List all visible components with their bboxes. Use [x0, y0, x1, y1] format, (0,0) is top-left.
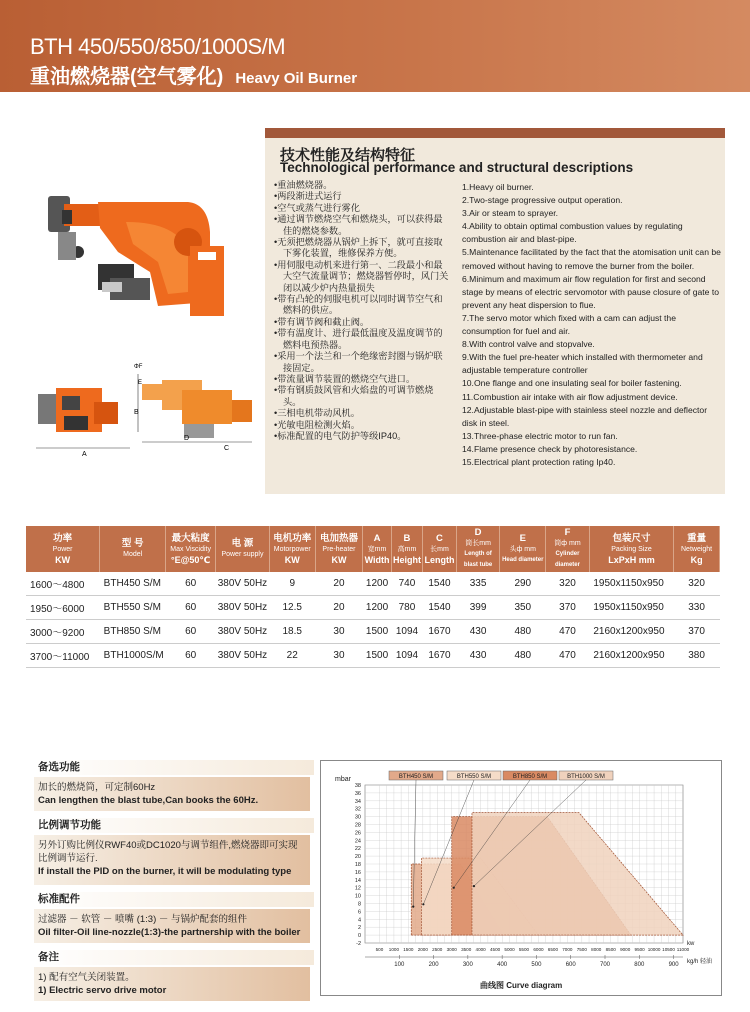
table-row: [26, 572, 720, 596]
header-cn: 重量: [687, 532, 707, 544]
y-tick-label: 30: [354, 814, 361, 821]
spec-cn-item: •用伺服电动机来进行第一、二段最小和最大空气流量调节；燃烧器暂停时，风门关闭以减少炉内热量损失: [274, 259, 449, 293]
x-kgh-tick-label: 100: [394, 962, 405, 968]
spec-en-item: 15.Electrical plant protection rating Ip40.: [462, 456, 616, 467]
spec-table: [26, 526, 720, 668]
table-cell: 1094: [391, 644, 423, 668]
y-tick-label: 20: [354, 854, 361, 861]
spec-panel-bar: [265, 128, 725, 138]
spec-title-cn: 技术性能及结构特征: [280, 147, 416, 164]
table-cell: 60: [166, 620, 216, 644]
x-kw-tick-label: 5000: [504, 947, 515, 952]
header-cn: 电加热器: [319, 532, 358, 544]
table-cell: 480: [500, 644, 546, 668]
table-cell: 470: [546, 620, 590, 644]
header-unit: KW: [284, 554, 300, 565]
table-cell: 1670: [423, 620, 457, 644]
x-kgh-tick-label: 400: [497, 962, 508, 968]
table-row: [26, 644, 720, 668]
header-unit: Cylinder diameter: [554, 551, 580, 568]
legend-leader-dot: [473, 885, 475, 887]
subtitle-en: Heavy Oil Burner: [235, 70, 358, 87]
table-body: [26, 572, 720, 668]
table-header-cell: [423, 526, 457, 572]
x-kw-tick-label: 5500: [518, 947, 530, 952]
x-kw-tick-label: 9500: [634, 947, 645, 952]
x-kw-tick-label: 500: [375, 947, 384, 952]
y-tick-label: 16: [354, 869, 361, 876]
table-header-cell: [269, 526, 315, 572]
chart-caption: 曲线图 Curve diagram: [480, 981, 563, 990]
y-tick-label: 10: [354, 893, 361, 900]
spec-en-item: 14.Flame presence check by photoresistance.: [462, 443, 638, 454]
table-cell: 430: [456, 644, 500, 668]
dim-label-b: B: [134, 409, 139, 416]
x-kw-tick-label: 8500: [605, 947, 616, 952]
spec-cn-item: •通过调节燃烧空气和燃烧头，可以获得最佳的燃烧参数。: [274, 214, 443, 236]
table-cell: 1500: [363, 620, 391, 644]
y-tick-label: 24: [354, 838, 361, 845]
table-cell: 1600～4800: [26, 572, 100, 596]
x-kw-tick-label: 2000: [417, 947, 428, 952]
x-kw-tick-label: 4000: [475, 947, 486, 952]
legend-leader-dot: [453, 887, 455, 889]
header-banner: [0, 0, 750, 92]
table-header-cell: [674, 526, 720, 572]
spec-en-item: 7.The servo motor which fixed with a cam can adjust the consumption for fuel and air.: [462, 312, 676, 337]
section-notes-cn: 1) 配有空气关闭装置。: [38, 972, 135, 983]
section-title-modulating: 比例调节功能: [34, 818, 314, 833]
table-cell: 380V 50Hz: [216, 596, 270, 620]
header-unit: Length of blast tube: [463, 551, 493, 568]
table-cell: 320: [546, 572, 590, 596]
spec-en-item: 3.Air or steam to sprayer.: [462, 208, 558, 219]
burner-photo: [38, 182, 238, 332]
header-en: Motorpower: [273, 545, 311, 553]
spec-cn-item: •标准配置的电气防护等级IP40。: [274, 430, 407, 441]
x-kw-tick-label: 10500: [662, 947, 675, 952]
table-cell: 335: [456, 572, 500, 596]
table-header-cell: [166, 526, 216, 572]
x-kw-tick-label: 10000: [647, 947, 661, 952]
y-tick-label: -2: [356, 941, 361, 947]
spec-en-item: 1.Heavy oil burner.: [462, 182, 534, 192]
header-unit: Height: [392, 554, 421, 565]
table-cell: 3000～9200: [26, 620, 100, 644]
table-cell: 350: [500, 596, 546, 620]
x-kw-tick-label: 7500: [576, 947, 587, 952]
table-cell: 480: [500, 620, 546, 644]
header-en: 长mm: [430, 545, 449, 553]
x-kgh-tick-label: 300: [462, 962, 473, 968]
title-en: BTH 450/550/850/1000S/M: [30, 34, 286, 59]
header-en: Power: [52, 545, 73, 553]
header-unit: Kg: [690, 554, 703, 565]
section-accessories-en: Oil filter-Oil line-nozzle(1:3)-the partnership with the boiler: [38, 927, 301, 938]
y-tick-label: 18: [354, 862, 361, 868]
legend-leader-dot: [422, 903, 424, 905]
spec-cn-item: •两段渐进式运行: [274, 191, 342, 202]
header-cn: 型 号: [121, 538, 144, 549]
legend-label: BTH850 S/M: [512, 774, 548, 780]
table-cell: 30: [315, 644, 363, 668]
x-kw-tick-label: 2500: [432, 947, 443, 952]
table-cell: 60: [166, 596, 216, 620]
header-unit: KW: [55, 554, 71, 565]
table-cell: 1094: [391, 620, 423, 644]
header-en: 头ф mm: [509, 545, 536, 553]
curve-chart: [321, 761, 721, 995]
header-en: 筒ф mm: [554, 540, 581, 547]
section-options-en: Can lengthen the blast tube,Can books the 60Hz.: [38, 795, 259, 806]
table-header-cell: [500, 526, 546, 572]
spec-cn-item: •无须把燃烧器从锅炉上拆下，就可直接取下雾化装置，维修保养方便。: [274, 237, 443, 259]
header-en: Pre-heater: [322, 545, 356, 553]
header-unit: Length: [424, 554, 455, 565]
title-cn-text: 重油燃烧器(空气雾化): [30, 66, 224, 88]
table-header-cell: [216, 526, 270, 572]
table-cell: 380V 50Hz: [216, 620, 270, 644]
x-kgh-tick-label: 200: [428, 962, 439, 968]
table-cell: 399: [456, 596, 500, 620]
header-cn: D: [474, 527, 482, 538]
table-cell: 320: [674, 572, 720, 596]
section-options-cn: 加长的燃烧筒，可定制60Hz: [38, 782, 156, 793]
table-cell: 370: [546, 596, 590, 620]
table-cell: 2160x1200x950: [589, 620, 673, 644]
spec-cn-item: •采用一个法兰和一个绝缘密封圈与锅炉联接固定。: [274, 351, 443, 373]
section-title-accessories: 标准配件: [34, 892, 314, 907]
table-cell: 370: [674, 620, 720, 644]
x-kgh-tick-label: 600: [565, 962, 576, 968]
table-cell: 3700～11000: [26, 644, 100, 668]
curve-chart-frame: [320, 760, 722, 996]
dimension-drawing: [34, 362, 259, 457]
y-tick-label: 6: [357, 909, 361, 916]
x-kw-tick-label: 6000: [533, 947, 544, 952]
header-cn: F: [564, 527, 571, 538]
spec-en-item: 4.Ability to obtain optimal combustion values by regulating combustion air and blast-pipe.: [462, 221, 683, 245]
section-title-notes: 备注: [34, 950, 314, 965]
table-cell: 20: [315, 572, 363, 596]
table-cell: 1540: [423, 596, 457, 620]
table-cell: BTH1000S/M: [100, 644, 166, 668]
spec-list-en: [462, 181, 724, 469]
x-kw-tick-label: 4500: [489, 947, 501, 952]
spec-en-item: 13.Three-phase electric motor to run fan.: [462, 430, 618, 441]
x-kw-tick-label: 3000: [446, 947, 457, 952]
table-cell: 18.5: [269, 620, 315, 644]
table-row: [26, 596, 720, 620]
section-notes-en: 1) Electric servo drive motor: [38, 985, 167, 996]
y-tick-label: 0: [357, 933, 361, 940]
table-cell: 22: [269, 644, 315, 668]
table-header-cell: [546, 526, 590, 572]
table-cell: 1200: [363, 572, 391, 596]
x-kgh-tick-label: 800: [634, 962, 645, 968]
header-cn: A: [373, 532, 381, 544]
header-cn: 最大粘度: [171, 532, 210, 544]
header-unit: Width: [364, 554, 390, 565]
x-kw-tick-label: 1500: [403, 947, 414, 952]
x-kgh-tick-label: 500: [531, 962, 542, 968]
spec-cn-item: •空气或蒸气进行雾化: [274, 202, 360, 213]
header-en: Power supply: [221, 551, 264, 558]
spec-list-cn: [274, 180, 450, 442]
x-kw-tick-label: 11000: [676, 947, 690, 952]
table-cell: 20: [315, 596, 363, 620]
table-cell: 470: [546, 644, 590, 668]
header-cn: E: [519, 532, 526, 544]
x-kw-tick-label: 7000: [562, 947, 573, 952]
header-cn: 电机功率: [273, 532, 312, 544]
table-row: [26, 620, 720, 644]
spec-en-item: 5.Maintenance facilitated by the fact that the atomisation unit can be removed without having to remove the burner from the boiler.: [462, 247, 721, 271]
spec-en-item: 9.With the fuel pre-heater which installed with thermometer and adjustable temperature controller: [462, 352, 703, 376]
y-tick-label: 38: [354, 783, 361, 789]
section-body-modulating: [34, 835, 310, 885]
table-cell: 380: [674, 644, 720, 668]
spec-en-item: 10.One flange and one insulating seal for boiler fastening.: [462, 378, 682, 389]
header-en: 宽mm: [367, 545, 387, 553]
x-kw-tick-label: 9000: [620, 947, 631, 952]
x-kgh-tick-label: 700: [599, 962, 611, 968]
table-header-cell: [315, 526, 363, 572]
y-tick-label: 32: [354, 806, 361, 813]
x-kgh-tick-label: 900: [668, 962, 679, 968]
y-tick-label: 36: [354, 790, 361, 797]
header-en: Model: [123, 551, 143, 558]
section-modulating-en: If install the PID on the burner, it will be modulating type: [38, 866, 292, 877]
header-cn: 电 源: [231, 538, 254, 549]
y-tick-label: 2: [357, 925, 361, 932]
table-cell: 9: [269, 572, 315, 596]
table-header-cell: [363, 526, 391, 572]
table-cell: 780: [391, 596, 423, 620]
table-cell: 30: [315, 620, 363, 644]
table-cell: 60: [166, 572, 216, 596]
section-body-options: [34, 777, 310, 811]
table-header-cell: [26, 526, 100, 572]
spec-title-en: Technological performance and structural descriptions: [280, 160, 634, 175]
section-accessories-cn: 过滤器 － 软管 － 喷嘴 (1:3) － 与锅炉配套的组件: [38, 914, 248, 925]
header-cn: C: [436, 532, 443, 544]
y-tick-label: 34: [354, 798, 361, 805]
spec-en-item: 11.Combustion air intake with air flow adjustment device.: [462, 391, 678, 402]
table-cell: 1950～6000: [26, 596, 100, 620]
table-cell: 2160x1200x950: [589, 644, 673, 668]
x-kgh-axis-label: kg/h 轻油: [687, 959, 713, 965]
table-cell: 1200: [363, 596, 391, 620]
header-en: Netweight: [681, 545, 713, 553]
dim-label-phif: ΦF: [134, 364, 143, 370]
table-cell: 430: [456, 620, 500, 644]
y-axis-label: mbar: [335, 776, 351, 783]
dim-label-e: E: [138, 380, 143, 386]
header-cn: B: [403, 532, 411, 544]
x-kw-axis-label: kw: [687, 941, 695, 947]
table-cell: BTH550 S/M: [100, 596, 166, 620]
table-cell: 1500: [363, 644, 391, 668]
section-body-notes: [34, 967, 310, 1001]
legend-label: BTH550 S/M: [456, 774, 492, 780]
spec-cn-item: •带有温度计、进行最低温度及温度调节的燃料电预热器。: [274, 328, 443, 350]
table-cell: 1540: [423, 572, 457, 596]
header-unit: LxPxH mm: [608, 554, 655, 565]
table-cell: 12.5: [269, 596, 315, 620]
table-cell: 1670: [423, 644, 457, 668]
x-kw-tick-label: 8000: [591, 947, 602, 952]
spec-cn-item: •光敏电阻检测火焰。: [274, 419, 360, 430]
header-unit: °E@50℃: [170, 554, 211, 565]
y-tick-label: 12: [354, 885, 361, 892]
table-cell: BTH850 S/M: [100, 620, 166, 644]
header-unit: KW: [331, 554, 347, 565]
y-tick-label: 26: [354, 830, 361, 837]
table-header-cell: [100, 526, 166, 572]
section-modulating-cn: 另外订购比例仪RWF40或DC1020与调节组件,燃烧器即可实现比例调节运行.: [38, 840, 298, 864]
y-tick-label: 22: [354, 846, 361, 853]
table-header-cell: [589, 526, 673, 572]
y-tick-label: 28: [354, 822, 361, 829]
table-cell: 290: [500, 572, 546, 596]
table-header-cell: [391, 526, 423, 572]
spec-cn-item: •三相电机带动风机。: [274, 408, 360, 419]
header-en: 筒长mm: [465, 540, 491, 547]
table-cell: 380V 50Hz: [216, 572, 270, 596]
dim-label-c: C: [224, 445, 230, 452]
table-cell: BTH450 S/M: [100, 572, 166, 596]
table-header-cell: [456, 526, 500, 572]
dim-label-a: A: [82, 451, 87, 457]
y-tick-label: 14: [354, 877, 361, 884]
table-cell: 1950x1150x950: [589, 596, 673, 620]
table-header-row: [26, 526, 720, 572]
header-cn: 功率: [53, 532, 73, 544]
title-cn: [30, 60, 357, 89]
header-en: 高mm: [397, 545, 417, 553]
legend-label: BTH1000 S/M: [567, 774, 605, 780]
spec-cn-item: •带有凸轮的伺服电机可以同时调节空气和燃料的供应。: [274, 294, 443, 316]
legend-label: BTH450 S/M: [398, 774, 434, 780]
x-kw-tick-label: 3500: [461, 947, 472, 952]
spec-en-item: 6.Minimum and maximum air flow regulation for first and second stage by means of electric servomotor with pause closure of gate to prevent any heat dispersion to flue.: [462, 273, 719, 310]
legend-leader-dot: [412, 906, 414, 908]
spec-cn-item: •带有钢质鼓风管和火焰盘的可调节燃烧头。: [274, 385, 434, 407]
x-kw-tick-label: 1000: [388, 947, 400, 952]
header-en: Max Viscidity: [170, 545, 211, 553]
table-cell: 330: [674, 596, 720, 620]
header-unit: Head diameter: [502, 556, 544, 563]
section-title-options: 备选功能: [34, 760, 314, 775]
dim-label-d: D: [184, 435, 190, 442]
spec-en-item: 8.With control valve and stopvalve.: [462, 339, 595, 350]
spec-en-item: 2.Two-stage progressive output operation.: [462, 195, 623, 206]
spec-cn-item: •带有调节阀和截止阀。: [274, 316, 370, 327]
table-cell: 740: [391, 572, 423, 596]
x-kw-tick-label: 6500: [547, 947, 559, 952]
spec-en-item: 12.Adjustable blast-pipe with stainless steel nozzle and deflector disk in steel.: [462, 404, 708, 428]
y-tick-label: 4: [357, 917, 361, 924]
header-en: Packing Size: [611, 545, 652, 553]
section-body-accessories: [34, 909, 310, 943]
y-tick-label: 8: [357, 901, 361, 908]
table-cell: 380V 50Hz: [216, 644, 270, 668]
spec-cn-item: •带流量调节装置的燃烧空气进口。: [274, 373, 416, 384]
table-cell: 1950x1150x950: [589, 572, 673, 596]
spec-cn-item: •重油燃烧器。: [274, 180, 333, 190]
header-cn: 包装尺寸: [612, 532, 651, 544]
table-cell: 60: [166, 644, 216, 668]
